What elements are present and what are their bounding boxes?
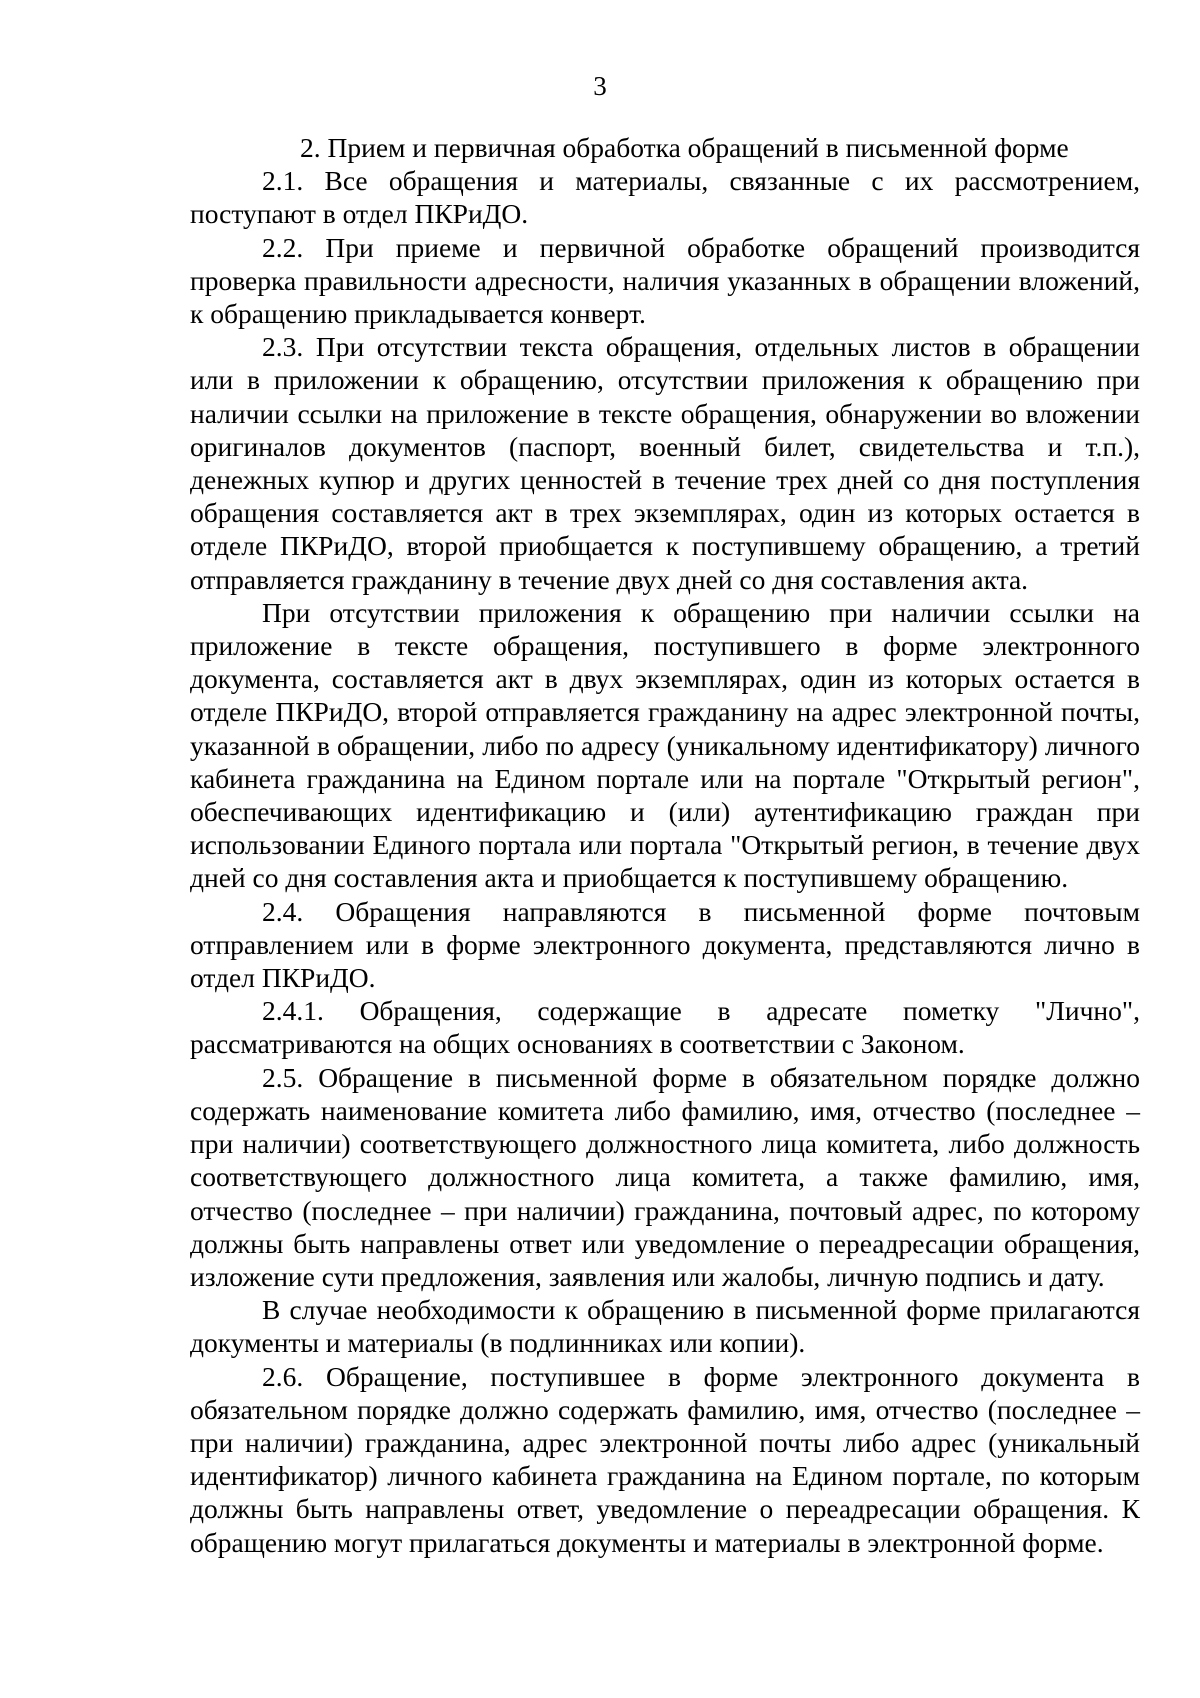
paragraph-2-6: 2.6. Обращение, поступившее в форме электронного документа в обязательном порядке должно содержать фамилию, имя, отчество (последнее – при наличии) гражданина, адрес электронной почты либо адрес (уникальный идентификатор) личного кабинета гражданина на Едином портале, по которым должны быть направлены ответ, уведомление о переадресации обращения. К обращению могут прилагаться документы и материалы в электронной форме. [190,1360,1140,1558]
page-number: 3 [593,71,607,101]
document-body [190,131,1140,1559]
paragraph-2-3-electronic: При отсутствии приложения к обращению при наличии ссылки на приложение в тексте обращения, поступившего в форме электронного документа, составляется акт в двух экземплярах, один из которых остается в отделе ПКРиДО, второй отправляется гражданину на адрес электронной почты, указанной в обращении, либо по адресу (уникальному идентификатору) личного кабинета гражданина на Едином портале или на портале "Открытый регион", обеспечивающих идентификацию и (или) аутентификацию граждан при использовании Единого портала или портала "Открытый регион, в течение двух дней со дня составления акта и приобщается к поступившему обращению. [190,596,1140,894]
section-heading: 2. Прием и первичная обработка обращений в письменной форме [300,132,1069,163]
paragraph-2-5: 2.5. Обращение в письменной форме в обязательном порядке должно содержать наименование комитета либо фамилию, имя, отчество (последнее – при наличии) соответствующего должностного лица комитета, либо должность соответствующего должностного лица комитета, а также фамилию, имя, отчество (последнее – при наличии) гражданина, почтовый адрес, по которому должны быть направлены ответ или уведомление о переадресации обращения, изложение сути предложения, заявления или жалобы, личную подпись и дату. [190,1061,1140,1292]
paragraph-2-3: 2.3. При отсутствии текста обращения, отдельных листов в обращении или в приложении к обращению, отсутствии приложения к обращению при наличии ссылки на приложение в тексте обращения, обнаружении во вложении оригиналов документов (паспорт, военный билет, свидетельства и т.п.), денежных купюр и других ценностей в течение трех дней со дня поступления обращения составляется акт в трех экземплярах, один из которых остается в отделе ПКРиДО, второй приобщается к поступившему обращению, а третий отправляется гражданину в течение двух дней со дня составления акта. [190,331,1140,595]
paragraph-2-5-attachments: В случае необходимости к обращению в письменной форме прилагаются документы и материалы (в подлинниках или копии). [190,1294,1140,1359]
paragraph-2-2: 2.2. При приеме и первичной обработке обращений производится проверка правильности адресности, наличия указанных в обращении вложений, к обращению прикладывается конверт. [190,231,1140,330]
paragraph-2-4-1: 2.4.1. Обращения, содержащие в адресате пометку "Лично", рассматриваются на общих основаниях в соответствии с Законом. [190,995,1140,1060]
paragraph-2-1: 2.1. Все обращения и материалы, связанные с их рассмотрением, поступают в отдел ПКРиДО. [190,165,1140,230]
paragraph-2-4: 2.4. Обращения направляются в письменной форме почтовым отправлением или в форме электронного документа, представляются лично в отдел ПКРиДО. [190,895,1140,994]
